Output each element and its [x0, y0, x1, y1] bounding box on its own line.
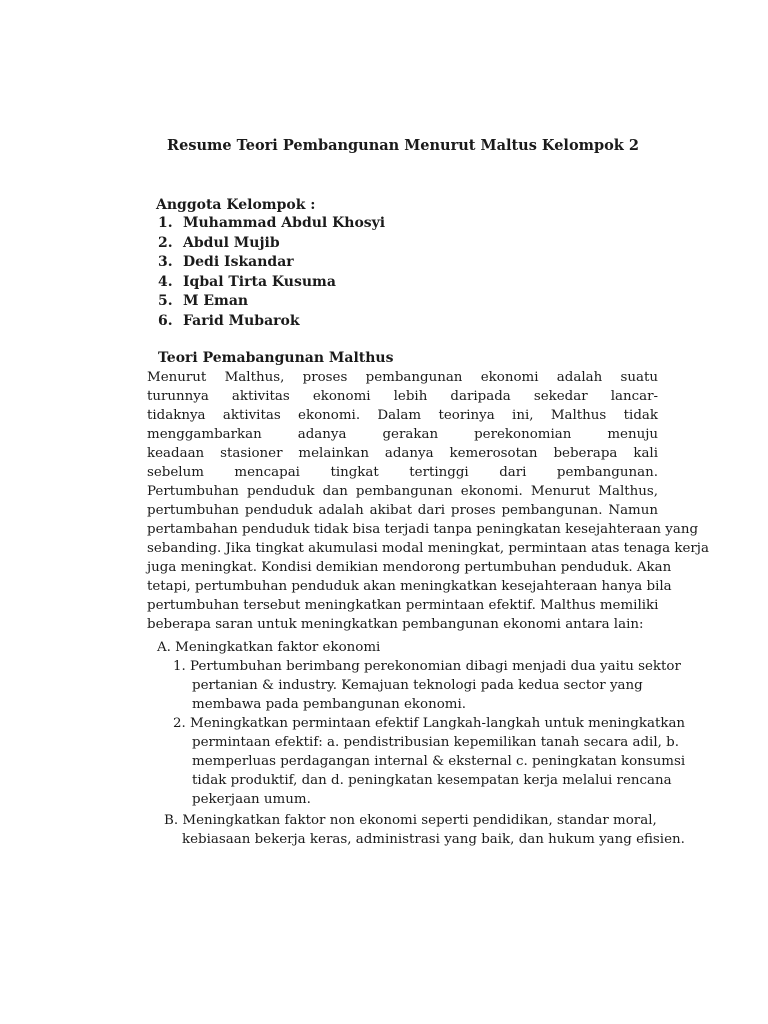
list-item-line: B. Meningkatkan faktor non ekonomi seperti pendidikan, standar moral, [164, 813, 657, 828]
list-item-line: memperluas perdagangan internal & eksternal c. peningkatan konsumsi [192, 754, 686, 769]
paragraph-line: keadaan stasioner melainkan adanya kemerosotan beberapa kali [147, 446, 658, 461]
paragraph-line: menggambarkan adanya gerakan perekonomian menuju [147, 427, 658, 442]
list-item-line: kebiasaan bekerja keras, administrasi yang baik, dan hukum yang efisien. [182, 832, 685, 847]
paragraph-line: sebelum mencapai tingkat tertinggi dari pembangunan. [147, 465, 658, 480]
member-number: 2. [158, 234, 173, 251]
paragraph-line: Pertumbuhan penduduk dan pembangunan ekonomi. Menurut Malthus, [147, 484, 658, 499]
paragraph-line: sebanding. Jika tingkat akumulasi modal meningkat, permintaan atas tenaga kerja [147, 541, 709, 556]
member-item [158, 234, 385, 254]
member-item [158, 273, 385, 293]
member-number: 6. [158, 312, 173, 329]
paragraph-line: beberapa saran untuk meningkatkan pembangunan ekonomi antara lain: [147, 617, 644, 632]
list-b [164, 811, 685, 849]
list-item-line: tidak produktif, dan d. peningkatan kesempatan kerja melalui rencana [192, 773, 672, 788]
member-name: Iqbal Tirta Kusuma [183, 273, 336, 290]
list-item-line: 2. Meningkatkan permintaan efektif Langkah-langkah untuk meningkatkan [173, 716, 686, 731]
list-a-item-2 [173, 714, 685, 809]
paragraph-line: juga meningkat. Kondisi demikian mendorong pertumbuhan penduduk. Akan [147, 560, 672, 575]
member-name: Dedi Iskandar [183, 254, 294, 270]
list-item-line: pertanian & industry. Kemajuan teknologi pada kedua sector yang [192, 678, 643, 693]
list-item-line: pekerjaan umum. [192, 792, 311, 807]
member-item [158, 253, 385, 273]
paragraph-line: pertumbuhan penduduk adalah akibat dari proses pembangunan. Namun [147, 503, 658, 518]
member-name: Farid Mubarok [183, 312, 300, 329]
member-number: 5. [158, 293, 173, 309]
member-item [158, 214, 385, 234]
members-list [158, 214, 385, 331]
paragraph-line: pertambahan penduduk tidak bisa terjadi tanpa peningkatan kesejahteraan yang [147, 522, 699, 537]
members-heading: Anggota Kelompok : [156, 197, 316, 213]
member-number: 3. [158, 254, 173, 270]
paragraph-line: tetapi, pertumbuhan penduduk akan meningkatkan kesejahteraan hanya bila [147, 579, 672, 594]
list-item-line: 1. Pertumbuhan berimbang perekonomian dibagi menjadi dua yaitu sektor [173, 659, 681, 674]
member-name: Muhammad Abdul Khosyi [183, 215, 386, 231]
member-number: 1. [158, 215, 173, 231]
member-item [158, 312, 385, 332]
list-item-line: permintaan efektif: a. pendistribusian kepemilikan tanah secara adil, b. [192, 735, 679, 750]
body-paragraph [147, 368, 709, 634]
section-heading: Teori Pemabangunan Malthus [158, 350, 394, 366]
member-number: 4. [158, 273, 173, 290]
document-title: Resume Teori Pembangunan Menurut Maltus Kelompok 2 [167, 137, 639, 154]
member-name: M Eman [183, 293, 249, 309]
paragraph-line: tidaknya aktivitas ekonomi. Dalam teorinya ini, Malthus tidak [147, 408, 658, 423]
member-name: Abdul Mujib [183, 234, 280, 251]
paragraph-line: Menurut Malthus, proses pembangunan ekonomi adalah suatu [147, 370, 658, 385]
paragraph-line: pertumbuhan tersebut meningkatkan permintaan efektif. Malthus memiliki [147, 598, 659, 613]
member-item [158, 292, 385, 312]
paragraph-line: turunnya aktivitas ekonomi lebih daripada sekedar lancar- [147, 389, 658, 404]
list-item-line: membawa pada pembangunan ekonomi. [192, 697, 467, 712]
list-a-item-1 [173, 657, 681, 714]
list-a-heading: A. Meningkatkan faktor ekonomi [157, 640, 381, 655]
